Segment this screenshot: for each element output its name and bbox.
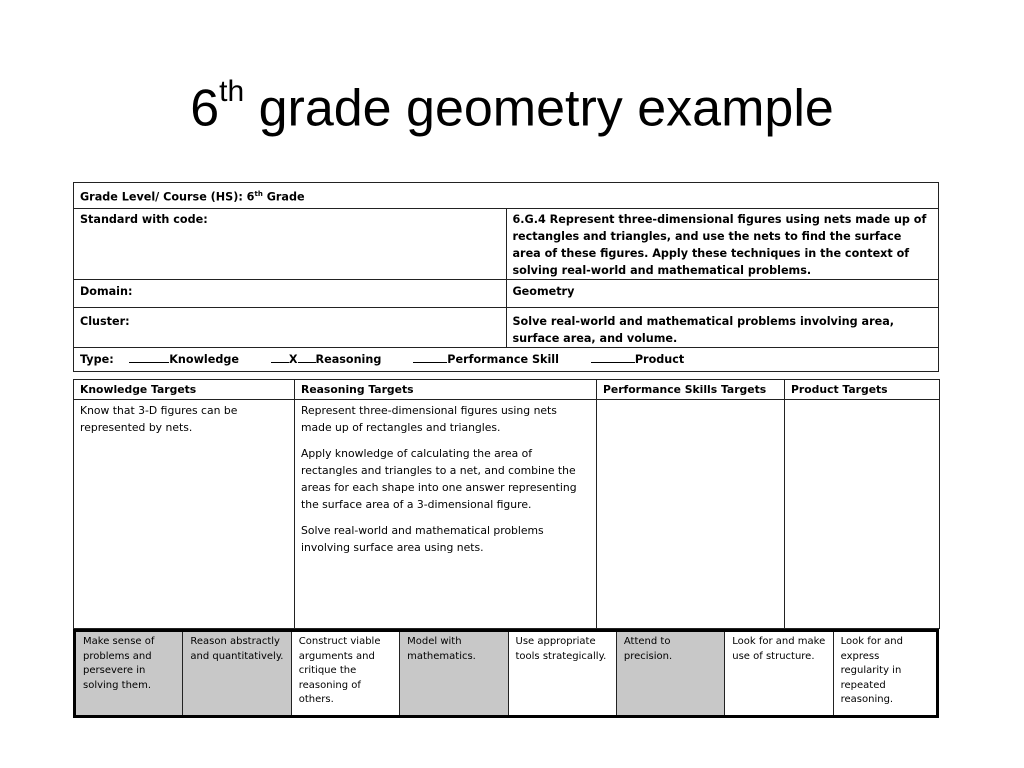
standard-label: Standard with code: (74, 209, 507, 280)
standard-table (73, 182, 939, 372)
grade-suffix: Grade (262, 190, 305, 204)
reasoning-target-3: Solve real-world and mathematical problems involving surface area using nets. (301, 524, 544, 554)
knowledge-targets-header: Knowledge Targets (74, 380, 295, 400)
math-practices-table (73, 629, 939, 718)
practice-6: Attend to precision. (616, 631, 724, 717)
targets-table (73, 379, 940, 629)
lesson-document (73, 182, 939, 718)
cluster-label: Cluster: (74, 308, 507, 348)
practice-4: Model with mathematics. (400, 631, 508, 717)
practices-row (75, 631, 938, 717)
product-targets-cell (785, 400, 940, 629)
blank-line (271, 350, 289, 363)
type-performance: Performance Skill (413, 353, 559, 366)
standard-text: 6.G.4 Represent three-dimensional figures using nets made up of rectangles and triangles, and use the nets to find the surface area of these figures. Apply these techniques in the context of solving real-world and mathematical problems. (506, 209, 939, 280)
reasoning-target-2: Apply knowledge of calculating the area of rectangles and triangles to a net, and combine the areas for each shape into one answer representing the surface area of a 3-dimensional figure. (301, 447, 577, 511)
title-text: grade geometry example (244, 79, 834, 138)
type-reasoning: X Reasoning (271, 353, 382, 366)
cluster-row (74, 308, 939, 348)
blank-line (591, 350, 635, 363)
reasoning-target-1: Represent three-dimensional figures using nets made up of rectangles and triangles. (301, 404, 557, 434)
reasoning-targets-header: Reasoning Targets (295, 380, 597, 400)
blank-line (413, 350, 447, 363)
knowledge-targets-cell (74, 400, 295, 629)
practice-1: Make sense of problems and persevere in solving them. (75, 631, 183, 717)
targets-body-row (74, 400, 940, 629)
domain-label: Domain: (74, 280, 507, 308)
product-targets-header: Product Targets (785, 380, 940, 400)
grade-cell (74, 183, 939, 209)
grade-row (74, 183, 939, 209)
title-number: 6 (190, 79, 220, 138)
practice-2: Reason abstractly and quantitatively. (183, 631, 291, 717)
cluster-value: Solve real-world and mathematical problems involving area, surface area, and volume. (506, 308, 939, 348)
performance-targets-cell (597, 400, 785, 629)
type-label: Type: (80, 353, 114, 366)
type-knowledge: Knowledge (129, 353, 239, 366)
grade-label: Grade Level/ Course (HS): 6 (80, 190, 255, 204)
knowledge-target-text: Know that 3-D figures can be represented by nets. (80, 404, 238, 434)
grade-superscript: th (254, 190, 263, 198)
domain-row (74, 280, 939, 308)
practice-3: Construct viable arguments and critique the reasoning of others. (291, 631, 399, 717)
domain-value: Geometry (506, 280, 939, 308)
type-product: Product (591, 353, 684, 366)
type-cell (74, 348, 939, 372)
practice-8: Look for and express regularity in repeated reasoning. (833, 631, 937, 717)
practice-7: Look for and make use of structure. (725, 631, 833, 717)
blank-line (129, 350, 169, 363)
standard-row (74, 209, 939, 280)
performance-targets-header: Performance Skills Targets (597, 380, 785, 400)
practice-5: Use appropriate tools strategically. (508, 631, 616, 717)
type-row (74, 348, 939, 372)
reasoning-targets-cell (295, 400, 597, 629)
targets-header-row (74, 380, 940, 400)
blank-line (298, 350, 316, 363)
title-superscript: th (219, 75, 245, 108)
slide-title (0, 58, 1024, 148)
